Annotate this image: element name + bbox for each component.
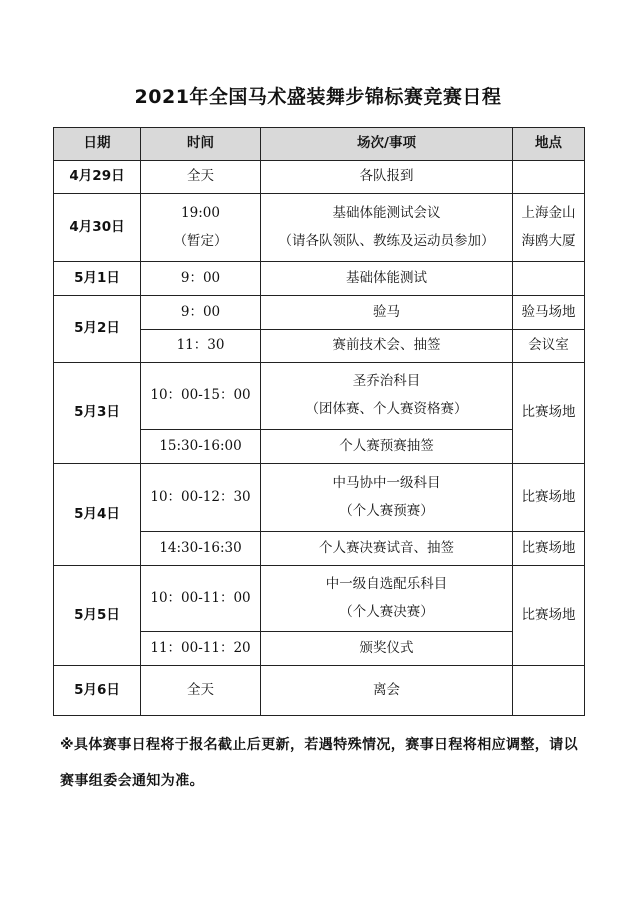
location-cell (513, 666, 585, 716)
table-header-row (54, 128, 585, 161)
time-cell: 9：00 (141, 262, 261, 296)
event-cell (261, 566, 513, 632)
event-note: （个人赛预赛） (339, 502, 434, 519)
location-cell: 比赛场地 (513, 566, 585, 666)
table-row (54, 262, 585, 296)
event-cell: 颁奖仪式 (261, 632, 513, 666)
event-text: 圣乔治科目 (352, 373, 421, 390)
event-text: 中马协中一级科目 (332, 474, 441, 491)
table-row (54, 296, 585, 330)
time-cell: 全天 (141, 161, 261, 194)
event-cell (261, 464, 513, 532)
location-cell: 比赛场地 (513, 532, 585, 566)
time-cell: 11：30 (141, 330, 261, 363)
table-row (54, 363, 585, 430)
event-note: （个人赛决赛） (339, 603, 434, 620)
time-cell: 14:30-16:30 (141, 532, 261, 566)
footnote: ※具体赛事日程将于报名截止后更新，若遇特殊情况，赛事日程将相应调整，请以赛事组委会通知为准。 (60, 737, 579, 789)
table-row (54, 666, 585, 716)
header-location: 地点 (513, 128, 585, 161)
event-cell: 赛前技术会、抽签 (261, 330, 513, 363)
date-cell: 5月4日 (54, 464, 141, 566)
time-cell: 10：00-12：30 (141, 464, 261, 532)
time-note: （暂定） (173, 232, 228, 249)
event-cell: 基础体能测试 (261, 262, 513, 296)
date-cell: 5月6日 (54, 666, 141, 716)
event-cell (261, 194, 513, 262)
event-note: （团体赛、个人赛资格赛） (305, 401, 468, 417)
event-note: （请各队领队、教练及运动员参加） (278, 232, 495, 249)
date-cell: 5月5日 (54, 566, 141, 666)
location-cell (513, 262, 585, 296)
table-row (54, 194, 585, 262)
date-cell: 5月2日 (54, 296, 141, 363)
schedule-table (53, 127, 585, 716)
date-cell: 4月30日 (54, 194, 141, 262)
time-cell: 11：00-11：20 (141, 632, 261, 666)
event-text: 基础体能测试会议 (332, 204, 441, 221)
date-cell: 5月3日 (54, 363, 141, 464)
table-row (54, 566, 585, 632)
time-cell (141, 194, 261, 262)
location-cell: 比赛场地 (513, 363, 585, 464)
time-cell: 9：00 (141, 296, 261, 330)
event-cell: 个人赛决赛试音、抽签 (261, 532, 513, 566)
time-text: 19:00 (181, 204, 220, 221)
date-cell: 5月1日 (54, 262, 141, 296)
event-cell: 离会 (261, 666, 513, 716)
event-text: 中一级自选配乐科目 (325, 575, 448, 592)
location-text: 海鸥大厦 (521, 232, 576, 249)
table-row (54, 464, 585, 532)
location-cell: 会议室 (513, 330, 585, 363)
time-cell: 全天 (141, 666, 261, 716)
time-cell: 10：00-11：00 (141, 566, 261, 632)
time-cell: 15:30-16:00 (141, 430, 261, 464)
header-event: 场次/事项 (261, 128, 513, 161)
event-cell: 各队报到 (261, 161, 513, 194)
location-text: 上海金山 (521, 204, 576, 221)
table-row (54, 161, 585, 194)
location-cell (513, 194, 585, 262)
event-cell: 个人赛预赛抽签 (261, 430, 513, 464)
time-cell: 10：00-15：00 (141, 363, 261, 430)
date-cell: 4月29日 (54, 161, 141, 194)
event-cell (261, 363, 513, 430)
header-time: 时间 (141, 128, 261, 161)
location-cell: 验马场地 (513, 296, 585, 330)
location-cell: 比赛场地 (513, 464, 585, 532)
page-title: 2021年全国马术盛装舞步锦标赛竞赛日程 (134, 86, 502, 108)
location-cell (513, 161, 585, 194)
event-cell: 验马 (261, 296, 513, 330)
header-date: 日期 (54, 128, 141, 161)
